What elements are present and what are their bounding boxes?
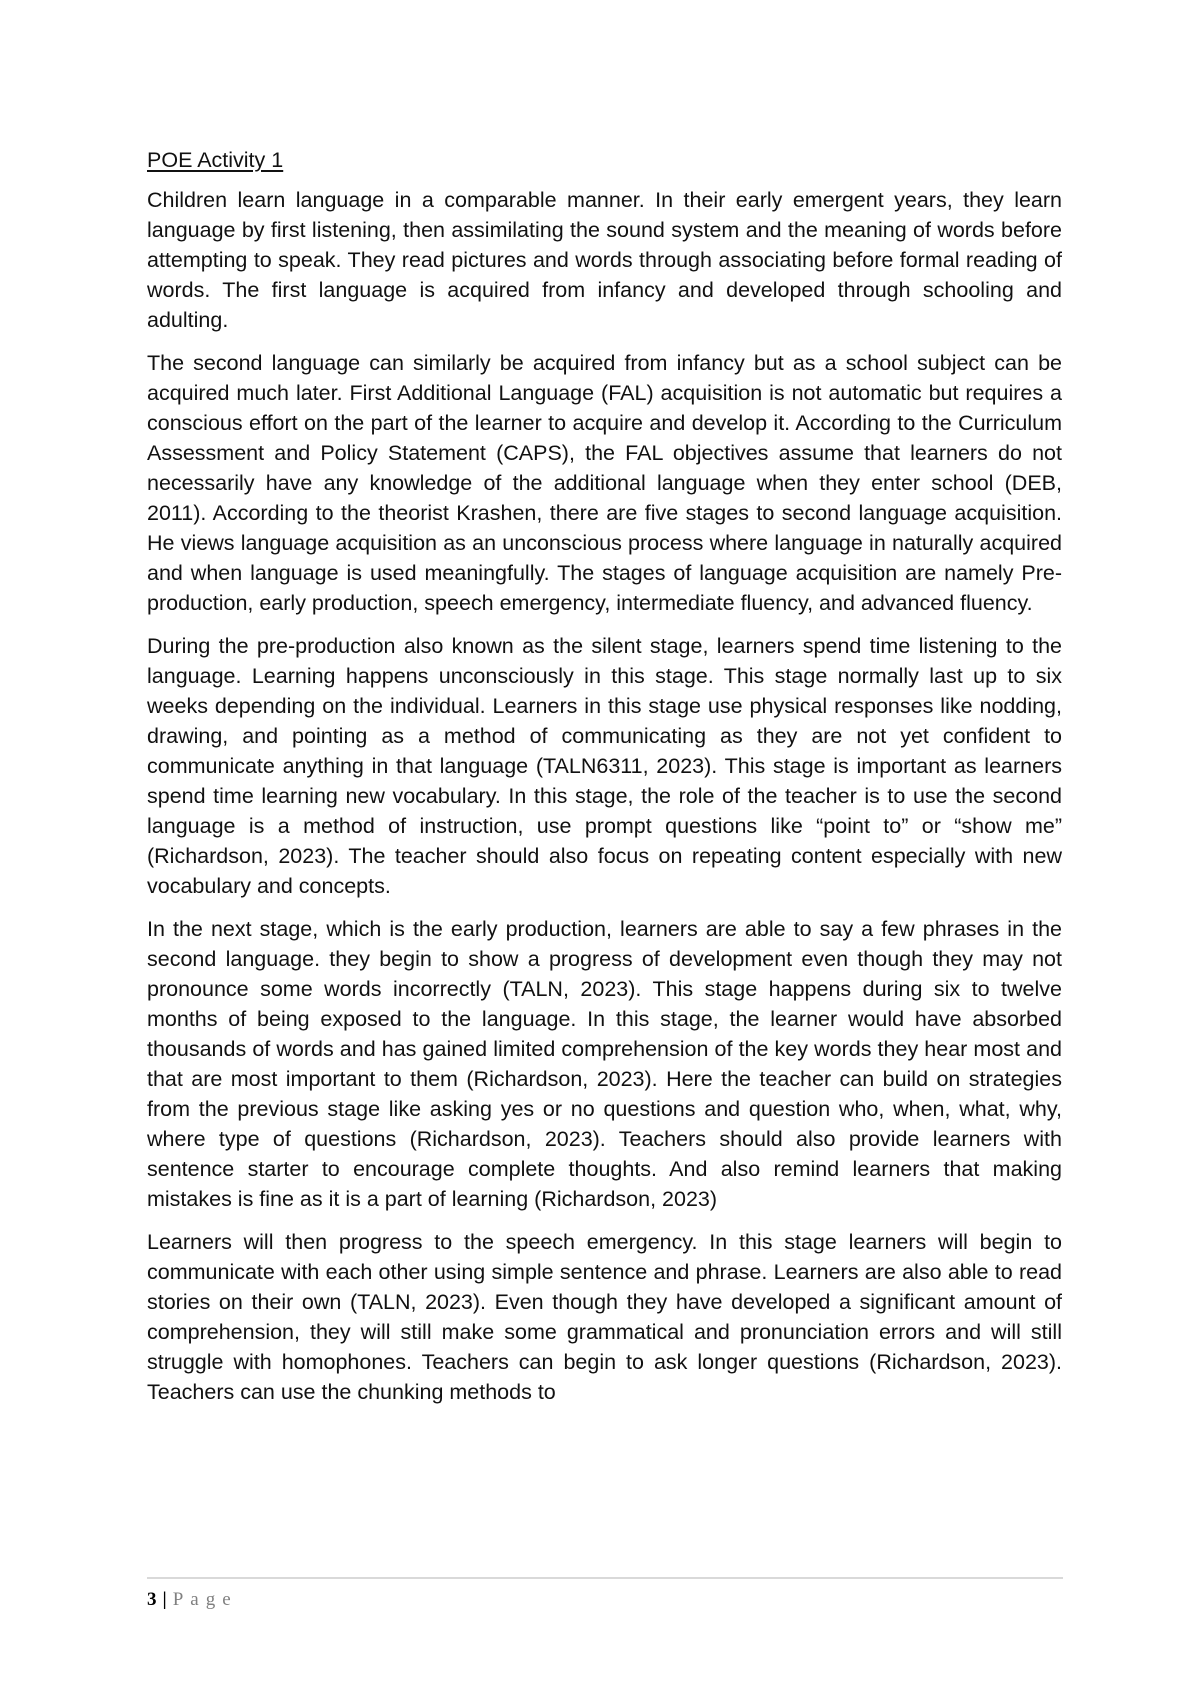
page-label: Page — [172, 1589, 238, 1610]
page-number: 3 — [147, 1589, 157, 1610]
footer-divider — [147, 1577, 1063, 1579]
paragraph-early-production: In the next stage, which is the early production, learners are able to say a few phrases in the second language. they begin to show a progress of development even though they may not pronounce some words incorrectly (TALN, 2023). This stage happens during six to twelve months of being exposed to the language. In this stage, the learner would have absorbed thousands of words and has gained limited comprehension of the key words they hear most and that are most important to them (Richardson, 2023). Here the teacher can build on strategies from the previous stage like asking yes or no questions and question who, when, what, why, where type of questions (Richardson, 2023). Teachers should also provide learners with sentence starter to encourage complete thoughts. And also remind learners that making mistakes is fine as it is a part of learning (Richardson, 2023) — [147, 917, 1062, 1211]
page-footer — [147, 1577, 1063, 1613]
paragraph-second-language: The second language can similarly be acquired from infancy but as a school subject can be acquired much later. First Additional Language (FAL) acquisition is not automatic but requires a conscious effort on the part of the learner to acquire and develop it. According to the Curriculum Assessment and Policy Statement (CAPS), the FAL objectives assume that learners do not necessarily have any knowledge of the additional language when they enter school (DEB, 2011). According to the theorist Krashen, there are five stages to second language acquisition. He views language acquisition as an unconscious process where language in naturally acquired and when language is used meaningfully. The stages of language acquisition are namely Pre-production, early production, speech emergency, intermediate fluency, and advanced fluency. — [147, 351, 1062, 615]
paragraph-speech-emergency: Learners will then progress to the speech emergency. In this stage learners will begin to communicate with each other using simple sentence and phrase. Learners are also able to read stories on their own (TALN, 2023). Even though they have developed a significant amount of comprehension, they will still make some grammatical and pronunciation errors and will still struggle with homophones. Teachers can begin to ask longer questions (Richardson, 2023). Teachers can use the chunking methods to — [147, 1230, 1062, 1404]
page-content — [147, 145, 1062, 1420]
paragraph-pre-production: During the pre-production also known as the silent stage, learners spend time listening to the language. Learning happens unconsciously in this stage. This stage normally last up to six weeks depending on the individual. Learners in this stage use physical responses like nodding, drawing, and pointing as a method of communicating as they are not yet confident to communicate anything in that language (TALN6311, 2023). This stage is important as learners spend time learning new vocabulary. In this stage, the role of the teacher is to use the second language is a method of instruction, use prompt questions like “point to” or “show me” (Richardson, 2023). The teacher should also focus on repeating content especially with new vocabulary and concepts. — [147, 634, 1062, 898]
footer-page-indicator — [147, 1587, 1063, 1613]
section-heading: POE Activity 1 — [147, 148, 284, 172]
paragraph-intro: Children learn language in a comparable manner. In their early emergent years, they learn language by first listening, then assimilating the sound system and the meaning of words before attempting to speak. They read pictures and words through associating before formal reading of words. The first language is acquired from infancy and developed through schooling and adulting. — [147, 188, 1062, 332]
footer-separator: | — [162, 1589, 167, 1610]
